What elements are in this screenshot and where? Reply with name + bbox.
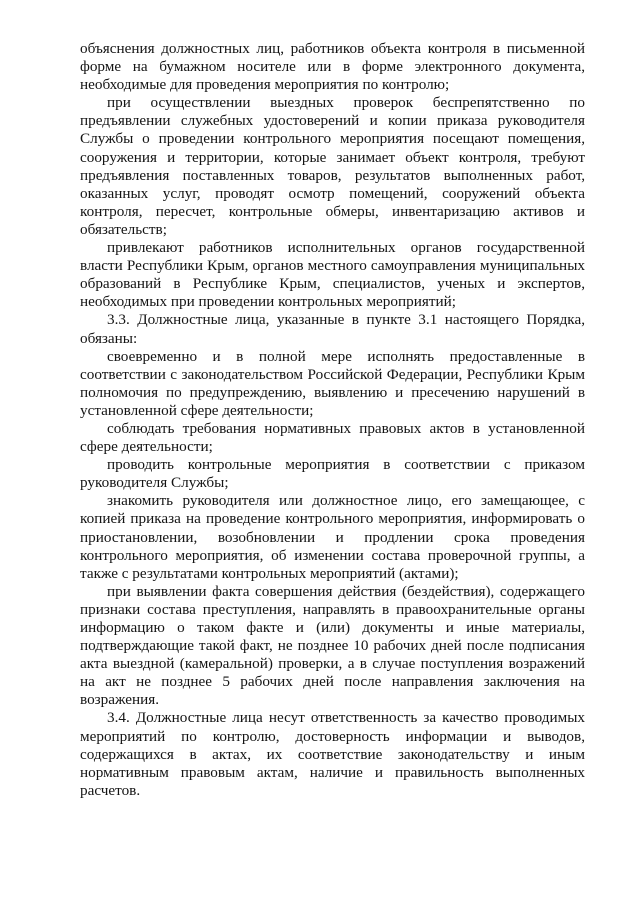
paragraph-comply-requirements: соблюдать требования нормативных правовых актов в установленной сфере деятельности; xyxy=(80,419,585,456)
paragraph-exercise-powers: своевременно и в полной мере исполнять предоставленные в соответствии с законодательством Российской Федерации, Республики Крым полномочия по предупреждению, выявлению и пресечению нарушений в установленной сфере деятельности; xyxy=(80,347,585,419)
paragraph-section-3-3: 3.3. Должностные лица, указанные в пункте 3.1 настоящего Порядка, обязаны: xyxy=(80,311,585,347)
paragraph-report-crime: при выявлении факта совершения действия (бездействия), содержащего признаки состава преступления, направлять в правоохранительные органы информацию о таком факте и (или) документы и иные материалы, подтверждающие такой факт, не позднее 10 рабочих дней после подписания акта выездной (камеральной) проверки, а в случае поступления возражений на акт не позднее 5 рабочих дней после направления заключения на возражения. xyxy=(80,582,585,709)
document-page xyxy=(80,40,585,800)
paragraph-conduct-measures: проводить контрольные мероприятия в соответствии с приказом руководителя Службы; xyxy=(80,456,585,492)
paragraph-involve-experts: привлекают работников исполнительных органов государственной власти Республики Крым, органов местного самоуправления муниципальных образований в Республике Крым, специалистов, ученых и экспертов, необходимых при проведении контрольных мероприятий; xyxy=(80,239,585,311)
paragraph-notify-head: знакомить руководителя или должностное лицо, его замещающее, с копией приказа на проведение контрольного мероприятия, информировать о приостановлении, возобновлении и продлении срока проведения контрольного мероприятия, об изменении состава проверочной группы, а также с результатами контрольных мероприятий (актами); xyxy=(80,492,585,582)
paragraph-section-3-4: 3.4. Должностные лица несут ответственность за качество проводимых мероприятий по контролю, достоверность информации и выводов, содержащихся в актах, их соответствие законодательству и иным нормативным правовым актам, наличие и правильность выполненных расчетов. xyxy=(80,709,585,799)
paragraph-explanations: объяснения должностных лиц, работников объекта контроля в письменной форме на бумажном носителе или в форме электронного документа, необходимые для проведения мероприятия по контролю; xyxy=(80,40,585,94)
paragraph-field-inspections: при осуществлении выездных проверок беспрепятственно по предъявлении служебных удостоверений и копии приказа руководителя Службы о проведении контрольного мероприятия посещают помещения, сооружения и территории, которые занимает объект контроля, требуют предъявления поставленных товаров, результатов выполненных работ, оказанных услуг, проводят осмотр помещений, сооружений объекта контроля, пересчет, контрольные обмеры, инвентаризацию активов и обязательств; xyxy=(80,94,585,238)
